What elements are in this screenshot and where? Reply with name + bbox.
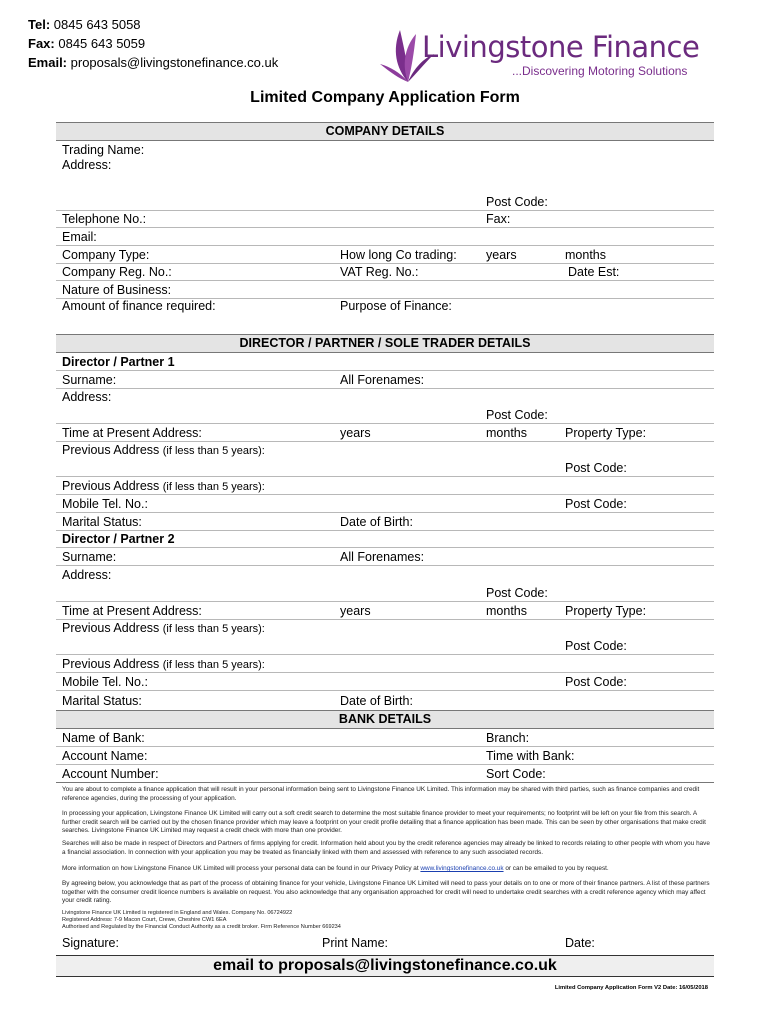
- company-registration-1: Livingstone Finance UK Limited is registered in England and Wales. Company No. 06724922: [62, 910, 293, 916]
- section-company-details: COMPANY DETAILS: [56, 122, 714, 141]
- divider: [56, 601, 714, 602]
- divider: [56, 619, 714, 620]
- label-d1-prev-address-1: [62, 443, 265, 457]
- label-company-email: Email:: [62, 230, 97, 244]
- divider: [56, 263, 714, 264]
- label-trading-years: years: [486, 248, 517, 262]
- label-how-long-trading: How long Co trading:: [340, 248, 457, 262]
- tel-value: 0845 643 5058: [53, 17, 141, 32]
- divider: [56, 441, 714, 442]
- header-fax: [28, 36, 145, 51]
- label-d2-prev-postcode-2: Post Code:: [565, 675, 627, 689]
- label-purpose-of-finance: Purpose of Finance:: [340, 299, 452, 313]
- divider: [56, 782, 714, 783]
- divider: [56, 370, 714, 371]
- prev-address-label: Previous Address: [62, 443, 160, 457]
- label-d1-prev-postcode-2: Post Code:: [565, 497, 627, 511]
- prev-address-note: (if less than 5 years):: [162, 481, 265, 493]
- label-trading-name: Trading Name:: [62, 143, 145, 157]
- divider: [56, 672, 714, 673]
- label-d1-forenames: All Forenames:: [340, 373, 425, 387]
- tel-label: Tel:: [28, 17, 51, 32]
- email-value: proposals@livingstonefinance.co.uk: [70, 55, 279, 70]
- label-nature-of-business: Nature of Business:: [62, 283, 172, 297]
- section-bank-details: BANK DETAILS: [56, 710, 714, 729]
- divider: [56, 494, 714, 495]
- label-d1-prev-postcode-1: Post Code:: [565, 461, 627, 475]
- label-d2-mobile: Mobile Tel. No.:: [62, 675, 148, 689]
- label-company-fax: Fax:: [486, 212, 511, 226]
- section-director-details: DIRECTOR / PARTNER / SOLE TRADER DETAILS: [56, 334, 714, 353]
- label-sort-code: Sort Code:: [486, 767, 546, 781]
- label-d2-postcode: Post Code:: [486, 586, 548, 600]
- label-bank-name: Name of Bank:: [62, 731, 145, 745]
- label-date: Date:: [565, 936, 595, 950]
- label-d1-postcode: Post Code:: [486, 408, 548, 422]
- label-signature: Signature:: [62, 936, 119, 950]
- legal-paragraph-4: [62, 865, 714, 874]
- label-bank-branch: Branch:: [486, 731, 530, 745]
- label-d1-marital-status: Marital Status:: [62, 515, 142, 529]
- label-d2-years: years: [340, 604, 371, 618]
- fax-value: 0845 643 5059: [58, 36, 146, 51]
- divider: [56, 690, 714, 691]
- label-d2-prev-address-1: [62, 621, 265, 635]
- company-registration-2: Registered Address: 7-9 Macon Court, Crewe, Cheshire CW1 6EA: [62, 917, 227, 923]
- form-reference: Limited Company Application Form V2 Date: 16/05/2018: [554, 985, 708, 991]
- label-d1-property-type: Property Type:: [565, 426, 647, 440]
- label-d2-marital-status: Marital Status:: [62, 694, 142, 708]
- divider: [56, 746, 714, 747]
- label-trading-months: months: [565, 248, 606, 262]
- divider: [56, 476, 714, 477]
- header-tel: [28, 17, 141, 32]
- label-amount-of-finance: Amount of finance required:: [62, 299, 216, 313]
- divider: [56, 388, 714, 389]
- label-d2-dob: Date of Birth:: [340, 694, 413, 708]
- label-print-name: Print Name:: [322, 936, 388, 950]
- label-d2-property-type: Property Type:: [565, 604, 647, 618]
- label-d2-surname: Surname:: [62, 550, 117, 564]
- fax-label: Fax:: [28, 36, 55, 51]
- label-d1-mobile: Mobile Tel. No.:: [62, 497, 148, 511]
- label-d1-surname: Surname:: [62, 373, 117, 387]
- prev-address-note: (if less than 5 years):: [162, 659, 265, 671]
- divider: [56, 512, 714, 513]
- divider: [56, 210, 714, 211]
- divider: [56, 654, 714, 655]
- company-registration-3: Authorised and Regulated by the Financial Conduct Authority as a credit broker. Firm Reference Number 669234: [62, 924, 341, 930]
- label-telephone: Telephone No.:: [62, 212, 147, 226]
- label-account-name: Account Name:: [62, 749, 148, 763]
- prev-address-label: Previous Address: [62, 621, 160, 635]
- page-title: Limited Company Application Form: [250, 89, 520, 106]
- prev-address-label: Previous Address: [62, 657, 160, 671]
- prev-address-note: (if less than 5 years):: [162, 623, 265, 635]
- label-company-postcode: Post Code:: [486, 195, 548, 209]
- label-d1-time-at-address: Time at Present Address:: [62, 426, 202, 440]
- divider: [56, 423, 714, 424]
- label-time-with-bank: Time with Bank:: [486, 749, 575, 763]
- label-d2-months: months: [486, 604, 527, 618]
- label-company-address: Address:: [62, 158, 112, 172]
- header-email: [28, 55, 278, 70]
- privacy-text-end: or can be emailed to you by request.: [505, 865, 609, 872]
- email-label: Email:: [28, 55, 68, 70]
- label-d2-prev-postcode-1: Post Code:: [565, 639, 627, 653]
- label-date-est: Date Est:: [568, 265, 620, 279]
- logo-name: Livingstone Finance: [422, 30, 700, 64]
- label-d2-time-at-address: Time at Present Address:: [62, 604, 202, 618]
- label-d2-forenames: All Forenames:: [340, 550, 425, 564]
- email-cta-bar: email to proposals@livingstonefinance.co.uk: [56, 955, 714, 977]
- prev-address-label: Previous Address: [62, 479, 160, 493]
- legal-paragraph-3: Searches will also be made in respect of Directors and Partners of firms applying for credit. Information held about you by the credit reference agencies may already be linked to records relating to other people with whom you have a financial association. In connection with your application you may be treated as financially linked with them and assessed with reference to any such associated records.: [62, 840, 710, 856]
- legal-paragraph-5: By agreeing below, you acknowledge that as part of the process of obtaining finance for your vehicle, Livingstone Finance UK Limited will need to pass your details on to one or more of their finance partners. A list of these partners together with the consumer credit licence numbers is available on request. You also acknowledge that any organisation approached for credit will need to undertake credit searches with a credit reference agency which may affect your credit rating.: [62, 880, 710, 905]
- legal-paragraph-1: You are about to complete a finance application that will result in your personal information being sent to Livingstone Finance UK Limited. This information may be shared with third parties, such as finance companies and credit reference agencies, during the processing of your application.: [62, 786, 700, 802]
- livingstone-logo: [378, 24, 708, 84]
- label-d2-address: Address:: [62, 568, 112, 582]
- divider: [56, 227, 714, 228]
- label-d1-address: Address:: [62, 390, 112, 404]
- divider: [56, 565, 714, 566]
- privacy-text: More information on how Livingstone Finance UK Limited will process your personal data can be found in our Privacy Policy at: [62, 865, 419, 872]
- divider: [56, 280, 714, 281]
- label-account-number: Account Number:: [62, 767, 159, 781]
- divider: [56, 530, 714, 531]
- label-d1-prev-address-2: [62, 479, 265, 493]
- divider: [56, 245, 714, 246]
- label-director-2: Director / Partner 2: [62, 532, 175, 546]
- divider: [56, 764, 714, 765]
- label-company-reg-no: Company Reg. No.:: [62, 265, 172, 279]
- label-d1-dob: Date of Birth:: [340, 515, 413, 529]
- divider: [56, 547, 714, 548]
- legal-paragraph-2: In processing your application, Livingstone Finance UK Limited will carry out a soft credit search to determine the most suitable finance provider to meet your requirements; no footprint will be left on your file from this search. A further credit search will be carried out by the chosen finance provider which may leave a footprint on your credit profile detailing that a finance application has been made. This can be seen by other organisations that make credit searches. Livingstone Finance UK Limited may request a credit check with more than one provider.: [62, 810, 706, 835]
- logo-tagline: ...Discovering Motoring Solutions: [512, 64, 688, 78]
- label-d2-prev-address-2: [62, 657, 265, 671]
- privacy-link[interactable]: www.livingstonefinance.co.uk: [420, 865, 504, 872]
- label-director-1: Director / Partner 1: [62, 355, 175, 369]
- prev-address-note: (if less than 5 years):: [162, 445, 265, 457]
- label-company-type: Company Type:: [62, 248, 150, 262]
- label-d1-months: months: [486, 426, 527, 440]
- label-d1-years: years: [340, 426, 371, 440]
- label-vat-reg-no: VAT Reg. No.:: [340, 265, 419, 279]
